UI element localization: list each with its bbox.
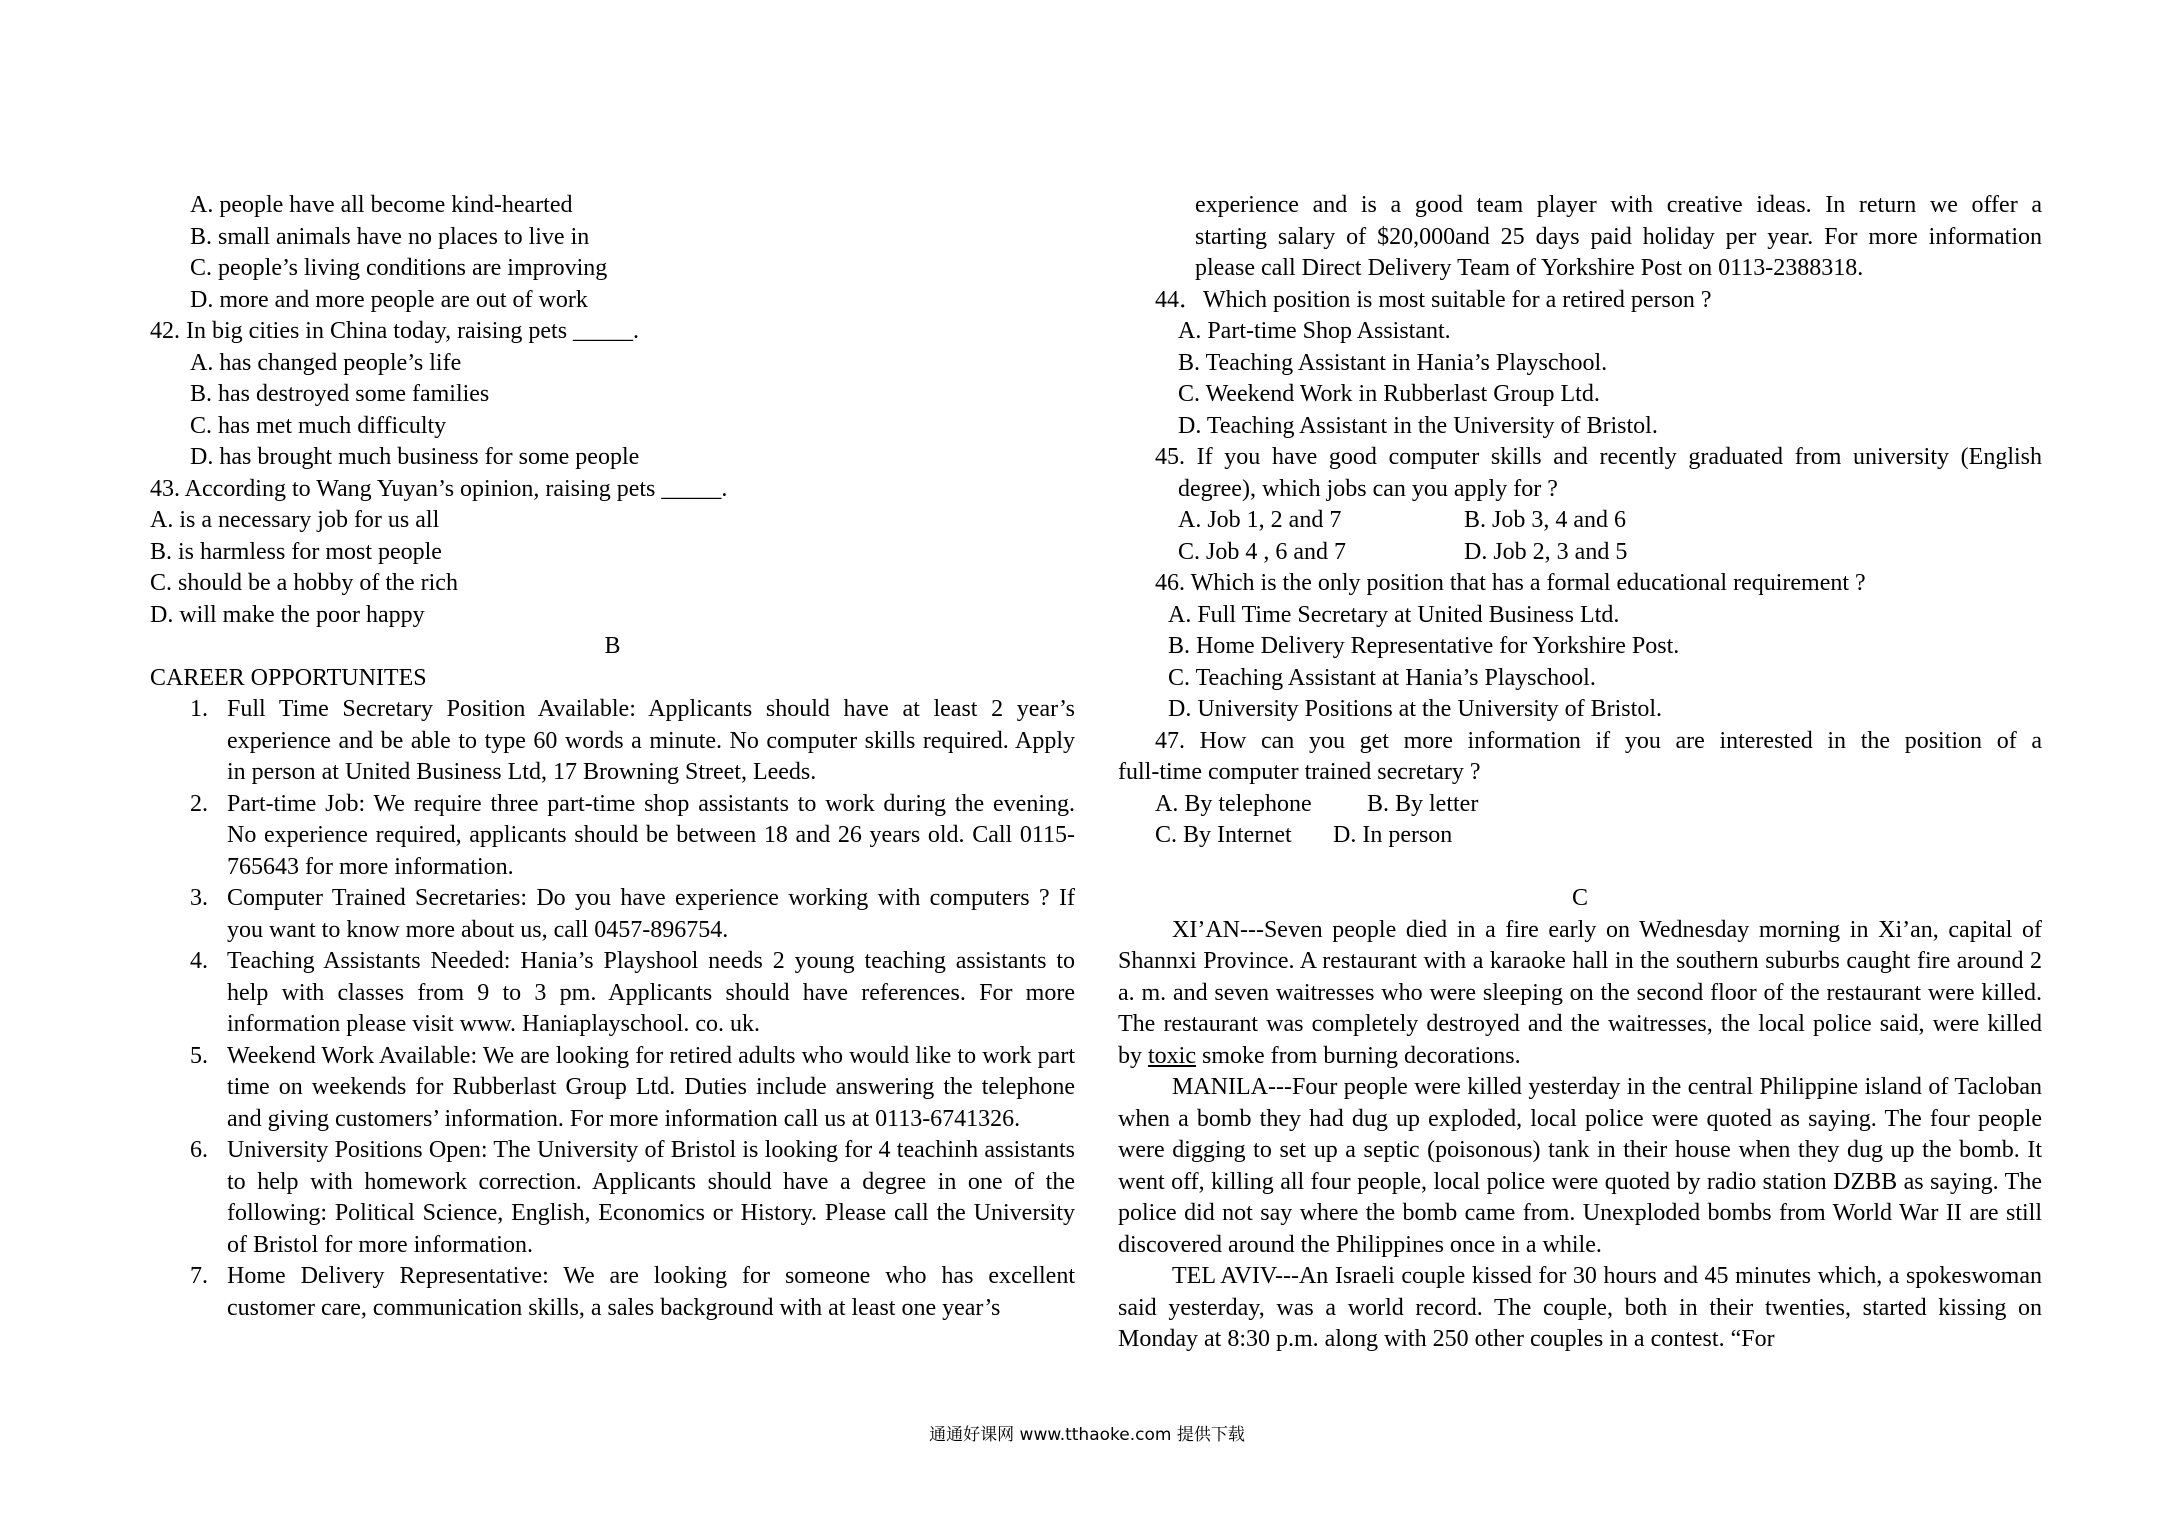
career-7-line: starting salary of $20,000and 25 days paid holiday per year. For more information: [1195, 223, 2042, 250]
q46-option-c: C. Teaching Assistant at Hania’s Playschool.: [1168, 664, 1596, 691]
career-item-2: [150, 789, 1075, 884]
career-7-line: experience and is a good team player with creative ideas. In return we offer a: [1195, 192, 2042, 218]
career-number: 2.: [190, 790, 208, 817]
left-column: [150, 190, 1075, 1324]
career-text: Teaching Assistants Needed: Hania’s Playshool needs 2 young teaching assistants to help with classes from 9 to 3 pm. Applicants should have references. For more information please visit www. Haniaplayschool. co. uk.: [227, 948, 1075, 1037]
page-footer: 通通好课网 www.tthaoke.com 提供下载: [929, 1425, 1245, 1445]
news-tel-aviv-paragraph: TEL AVIV---An Israeli couple kissed for 30 hours and 45 minutes which, a spokeswoman said yesterday, was a world record. The couple, both in their twenties, started kissing on Monday at 8:30 p.m. along with 250 other couples in a contest. “For: [1118, 1263, 2042, 1352]
q45-stem-line2: degree), which jobs can you apply for ?: [1178, 475, 1558, 502]
career-text: University Positions Open: The University of Bristol is looking for 4 teachinh assistants to help with homework correction. Applicants should have a degree in one of the following: Political Science, English, Economics or History. Please call the University of Bristol for more information.: [227, 1137, 1075, 1258]
q47-option-c: C. By Internet: [1155, 822, 1292, 848]
career-item-6: [150, 1135, 1075, 1261]
q47-stem-line2: full-time computer trained secretary ?: [1118, 759, 1481, 785]
career-number: 5.: [190, 1042, 208, 1069]
q47-options-row-2: [1118, 820, 2042, 852]
career-item-4: [150, 946, 1075, 1041]
career-number: 7.: [190, 1263, 208, 1289]
career-item-7: [150, 1261, 1075, 1324]
q45-options-row-2: [1118, 537, 2042, 569]
q46-option-a: A. Full Time Secretary at United Business Ltd.: [1168, 601, 1620, 628]
q44-stem: 44．Which position is most suitable for a retired person ?: [1155, 286, 1712, 313]
q47-options-row-1: [1118, 789, 2042, 821]
careers-heading: CAREER OPPORTUNITES: [150, 664, 427, 691]
q42-option-c: C. has met much difficulty: [190, 412, 447, 439]
career-text: Computer Trained Secretaries: Do you have experience working with computers ? If you want to know more about us, call 0457-896754.: [227, 885, 1075, 943]
career-text: Part-time Job: We require three part-time shop assistants to work during the evening. No experience required, applicants should be between 18 and 26 years old. Call 0115-765643 for more information.: [227, 790, 1075, 880]
q44-option-c: C. Weekend Work in Rubberlast Group Ltd.: [1178, 381, 1600, 407]
q47-option-d: D. In person: [1333, 822, 1453, 848]
q43-stem: 43. According to Wang Yuyan’s opinion, raising pets _____.: [150, 475, 728, 502]
q42-option-a: A. has changed people’s life: [190, 349, 462, 376]
underlined-word: toxic: [1148, 1042, 1196, 1069]
q41-option-d: D. more and more people are out of work: [190, 286, 588, 313]
news-xian-text-end: smoke from burning decorations.: [1202, 1042, 1521, 1069]
career-7-line: please call Direct Delivery Team of Yorkshire Post on 0113-2388318.: [1195, 255, 1864, 281]
career-item-1: [150, 694, 1075, 789]
q45-options-row-1: [1118, 505, 2042, 537]
careers-list: [150, 694, 1075, 1324]
q44-option-d: D. Teaching Assistant in the University of Bristol.: [1178, 412, 1658, 439]
q46-stem: 46. Which is the only position that has a formal educational requirement ?: [1155, 570, 1866, 596]
q43-option-b: B. is harmless for most people: [150, 538, 442, 565]
q45-option-d: D. Job 2, 3 and 5: [1464, 538, 1628, 565]
q47-option-a: A. By telephone: [1155, 790, 1312, 817]
career-item-5: [150, 1041, 1075, 1136]
q47-option-b: B. By letter: [1367, 790, 1479, 817]
section-b-label: B: [604, 633, 621, 659]
news-manila-paragraph: MANILA---Four people were killed yesterday in the central Philippine island of Tacloban when a bomb they had dug up exploded, local police were quoted as saying. The four people were digging to set up a septic (poisonous) tank in their house when they dug up the bomb. It went off, killing all four people, local police were quoted by radio station DZBB as saying. The police did not say where the bomb came from. Unexploded bombs from World War II are still discovered around the Philippines once in a while.: [1118, 1074, 2042, 1258]
news-xian-paragraph: [1118, 915, 2042, 1073]
career-text: Weekend Work Available: We are looking for retired adults who would like to work part time on weekends for Rubberlast Group Ltd. Duties include answering the telephone and giving customers’ information. For more information call us at 0113-6741326.: [227, 1042, 1075, 1132]
q43-option-c: C. should be a hobby of the rich: [150, 570, 458, 596]
q43-option-d: D. will make the poor happy: [150, 601, 425, 628]
q44-option-b: B. Teaching Assistant in Hania’s Playschool.: [1178, 349, 1608, 376]
q41-option-b: B. small animals have no places to live in: [190, 223, 590, 250]
q45-stem-line1: 45. If you have good computer skills and recently graduated from university (English: [1155, 444, 2042, 470]
q42-stem: 42. In big cities in China today, raising pets _____.: [150, 318, 640, 344]
career-number: 3.: [190, 885, 208, 911]
q47-stem-line1: 47. How can you get more information if you are interested in the position of a: [1155, 727, 2042, 754]
q46-option-d: D. University Positions at the University of Bristol.: [1168, 696, 1662, 722]
career-text: Full Time Secretary Position Available: Applicants should have at least 2 year’s experience and be able to type 60 words a minute. No computer skills required. Apply in person at United Business Ltd, 17 Browning Street, Leeds.: [227, 696, 1075, 785]
section-c-label: C: [1571, 885, 1588, 911]
q45-option-c: C. Job 4 , 6 and 7: [1178, 538, 1346, 565]
career-7-continuation: [1118, 190, 2042, 285]
career-item-3: [150, 883, 1075, 946]
q43-option-a: A. is a necessary job for us all: [150, 507, 440, 533]
career-number: 6.: [190, 1137, 208, 1163]
q41-option-c: C. people’s living conditions are improving: [190, 255, 608, 281]
q42-option-d: D. has brought much business for some people: [190, 444, 640, 470]
career-number: 1.: [190, 696, 208, 722]
q41-option-a: A. people have all become kind-hearted: [190, 192, 573, 218]
q46-option-b: B. Home Delivery Representative for Yorkshire Post.: [1168, 633, 1680, 659]
career-text: Home Delivery Representative: We are looking for someone who has excellent customer care, communication skills, a sales background with at least one year’s: [227, 1263, 1075, 1321]
right-column: [1118, 190, 2042, 1356]
news-xian-text: XI’AN---Seven people died in a fire early on Wednesday morning in Xi’an, capital of Shannxi Province. A restaurant with a karaoke hall in the southern suburbs caught fire around 2 a. m. and seven waitresses who were sleeping on the second floor of the restaurant were killed. The restaurant was completely destroyed and the waitresses, the local police said, were killed by: [1118, 916, 2042, 1069]
career-number: 4.: [190, 948, 208, 974]
q45-option-a: A. Job 1, 2 and 7: [1178, 507, 1342, 533]
q42-option-b: B. has destroyed some families: [190, 381, 490, 407]
q45-option-b: B. Job 3, 4 and 6: [1464, 507, 1626, 533]
q44-option-a: A. Part-time Shop Assistant.: [1178, 318, 1451, 344]
